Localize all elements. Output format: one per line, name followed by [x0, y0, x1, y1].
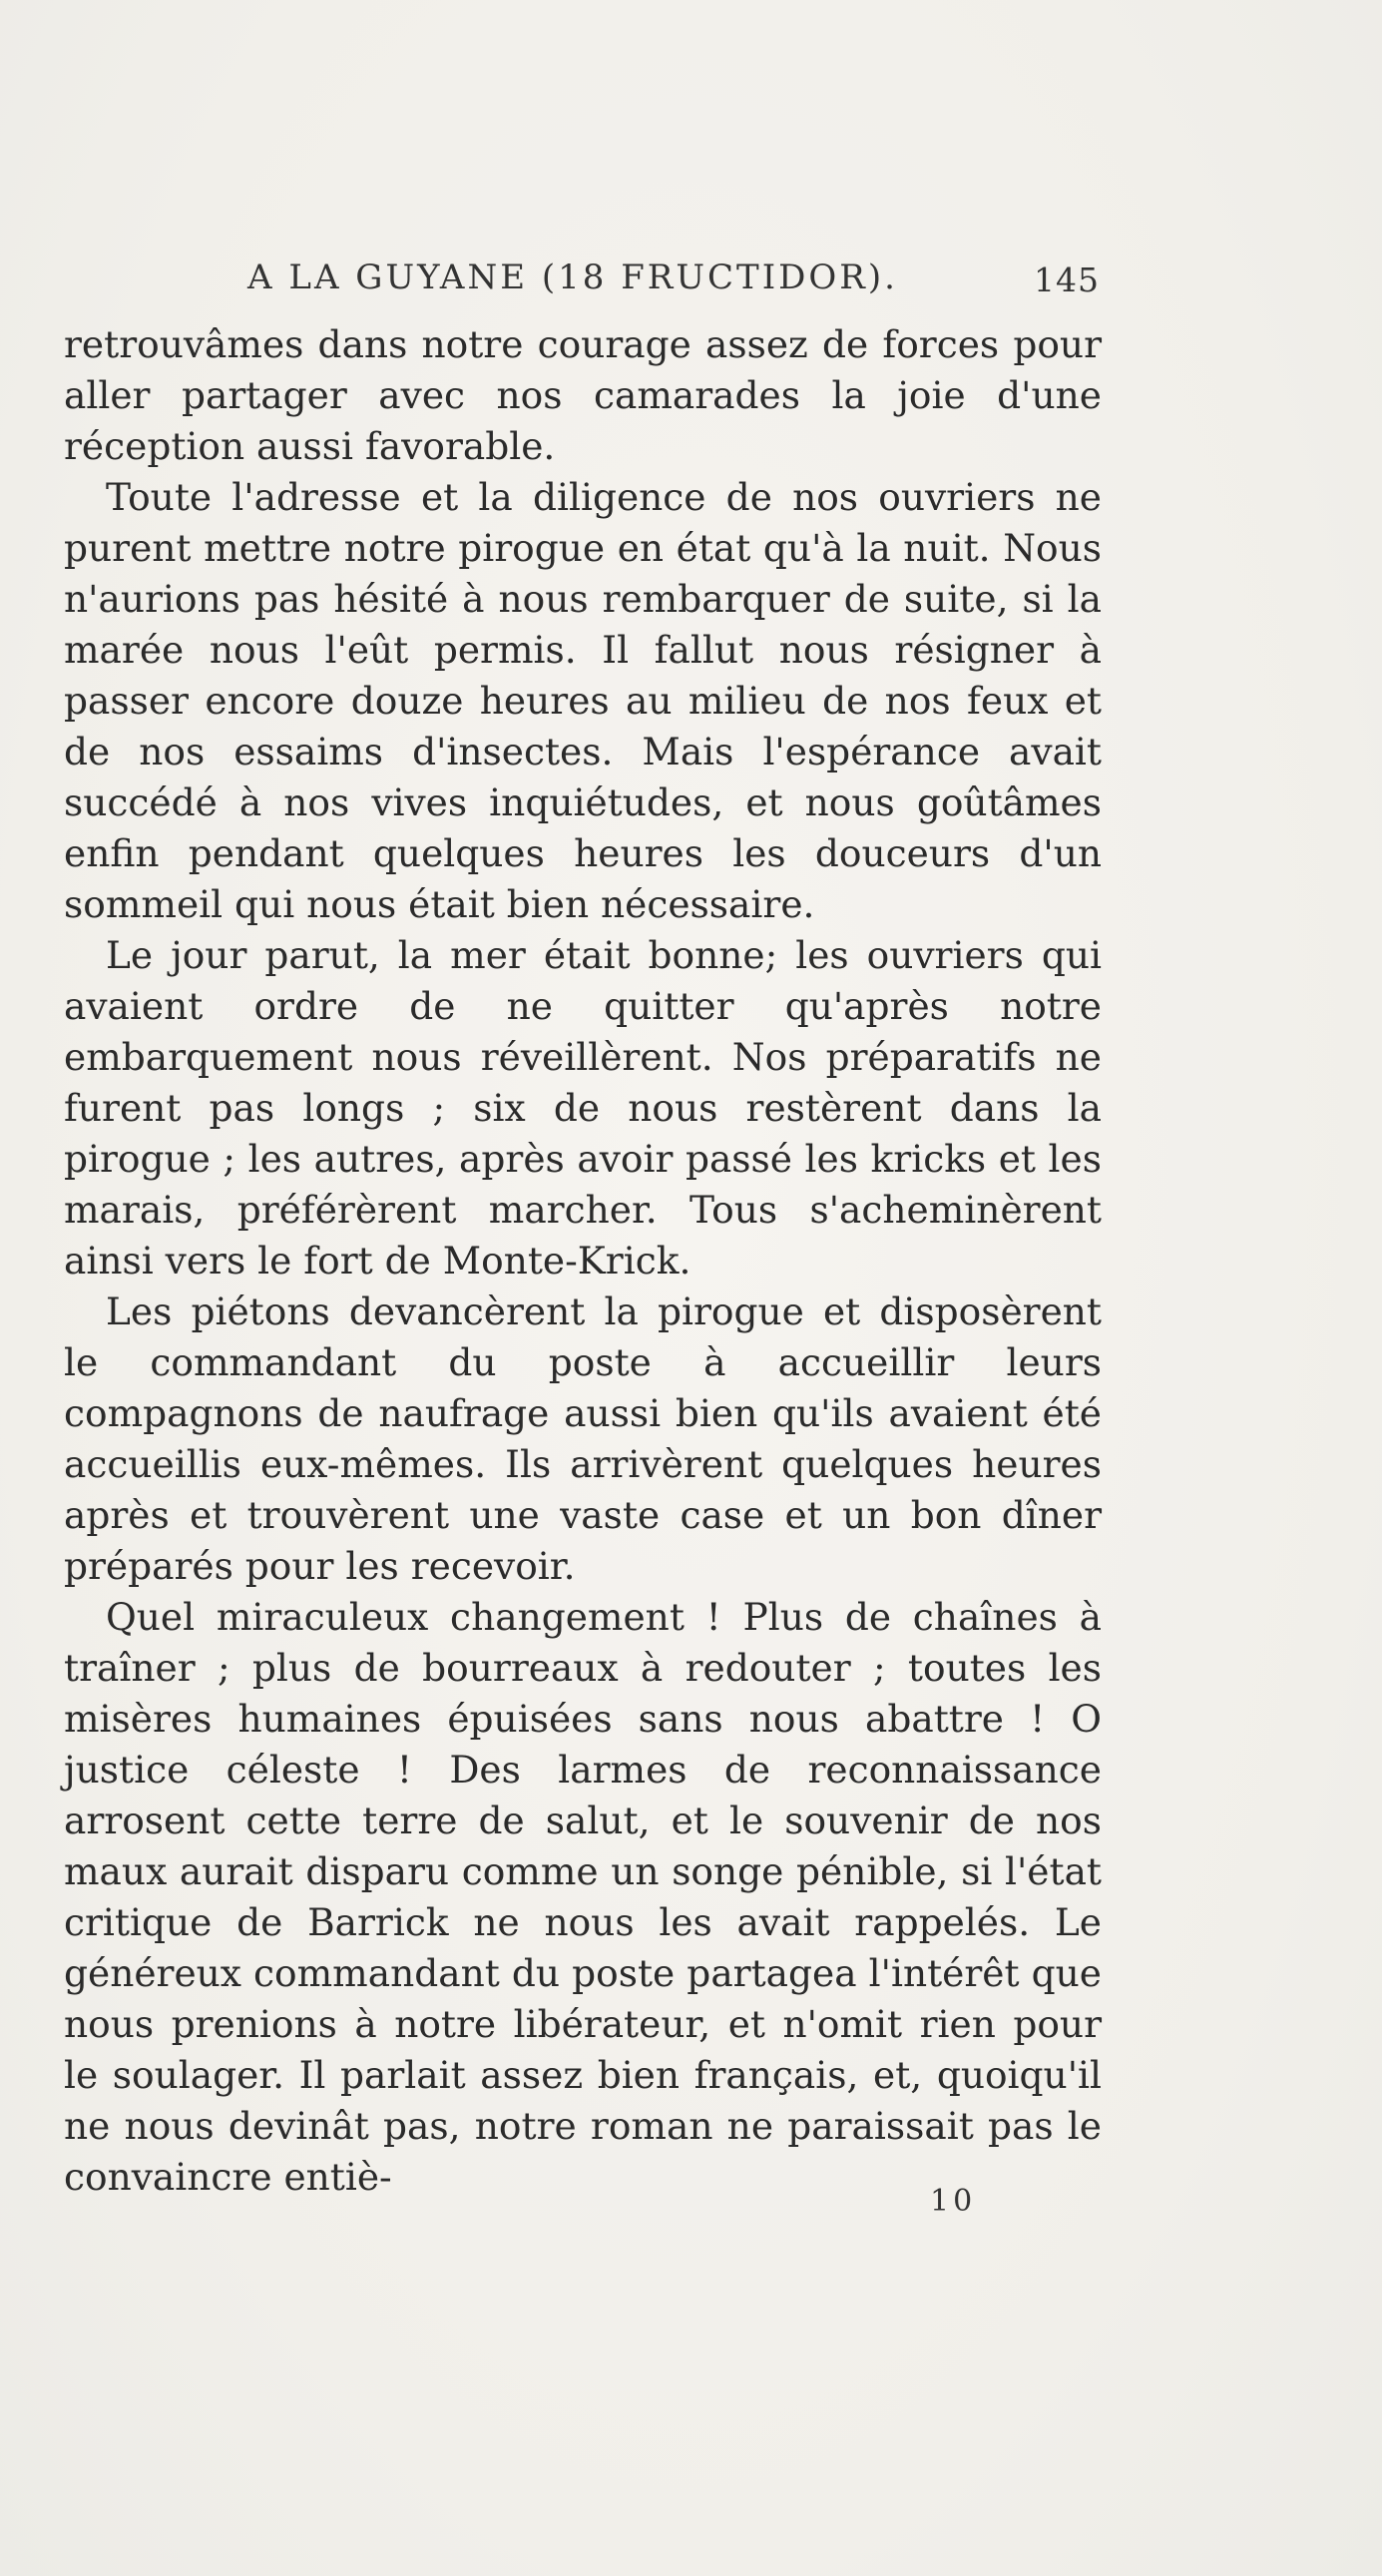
paragraph: Les piétons devancèrent la pirogue et disposèrent le commandant du poste à accueillir leurs compagnons de naufrage aussi bien qu'ils avaient été accueillis eux-mêmes. Ils arrivèrent quelques heures après et trouvèrent une vaste case et un bon dîner préparés pour les recevoir. — [64, 1289, 1102, 1588]
running-title: A LA GUYANE (18 FRUCTIDOR). — [247, 258, 898, 297]
page-text-block — [64, 258, 1102, 2203]
page-number: 145 — [1034, 260, 1100, 299]
paragraph-continuation: retrouvâmes dans notre courage assez de forces pour aller partager avec nos camarades la joie d'une réception aussi favorable. — [64, 322, 1102, 468]
signature-mark: 10 — [930, 2184, 977, 2219]
body-text — [64, 319, 1102, 2203]
paragraph: Toute l'adresse et la diligence de nos ouvriers ne purent mettre notre pirogue en état qu'à la nuit. Nous n'aurions pas hésité à nous rembarquer de suite, si la marée nous l'eût permis. Il fallut nous résigner à passer encore douze heures au milieu de nos feux et de nos essaims d'insectes. Mais l'espérance avait succédé à nos vives inquiétudes, et nous goûtâmes enfin pendant quelques heures les douceurs d'un sommeil qui nous était bien nécessaire. — [64, 475, 1102, 926]
paragraph: Le jour parut, la mer était bonne; les ouvriers qui avaient ordre de ne quitter qu'après notre embarquement nous réveillèrent. Nos préparatifs ne furent pas longs ; six de nous restèrent dans la pirogue ; les autres, après avoir passé les kricks et les marais, préférèrent marcher. Tous s'acheminèrent ainsi vers le fort de Monte-Krick. — [64, 933, 1102, 1283]
paragraph: Quel miraculeux changement ! Plus de chaînes à traîner ; plus de bourreaux à redouter ; toutes les misères humaines épuisées sans nous abattre ! O justice céleste ! Des larmes de reconnaissance arrosent cette terre de salut, et le souvenir de nos maux aurait disparu comme un songe pénible, si l'état critique de Barrick ne nous les avait rappelés. Le généreux commandant du poste partagea l'intérêt que nous prenions à notre libérateur, et n'omit rien pour le soulager. Il parlait assez bien français, et, quoiqu'il ne nous devinât pas, notre roman ne paraissait pas le convaincre entiè- — [64, 1595, 1102, 2199]
running-head — [64, 258, 1102, 319]
